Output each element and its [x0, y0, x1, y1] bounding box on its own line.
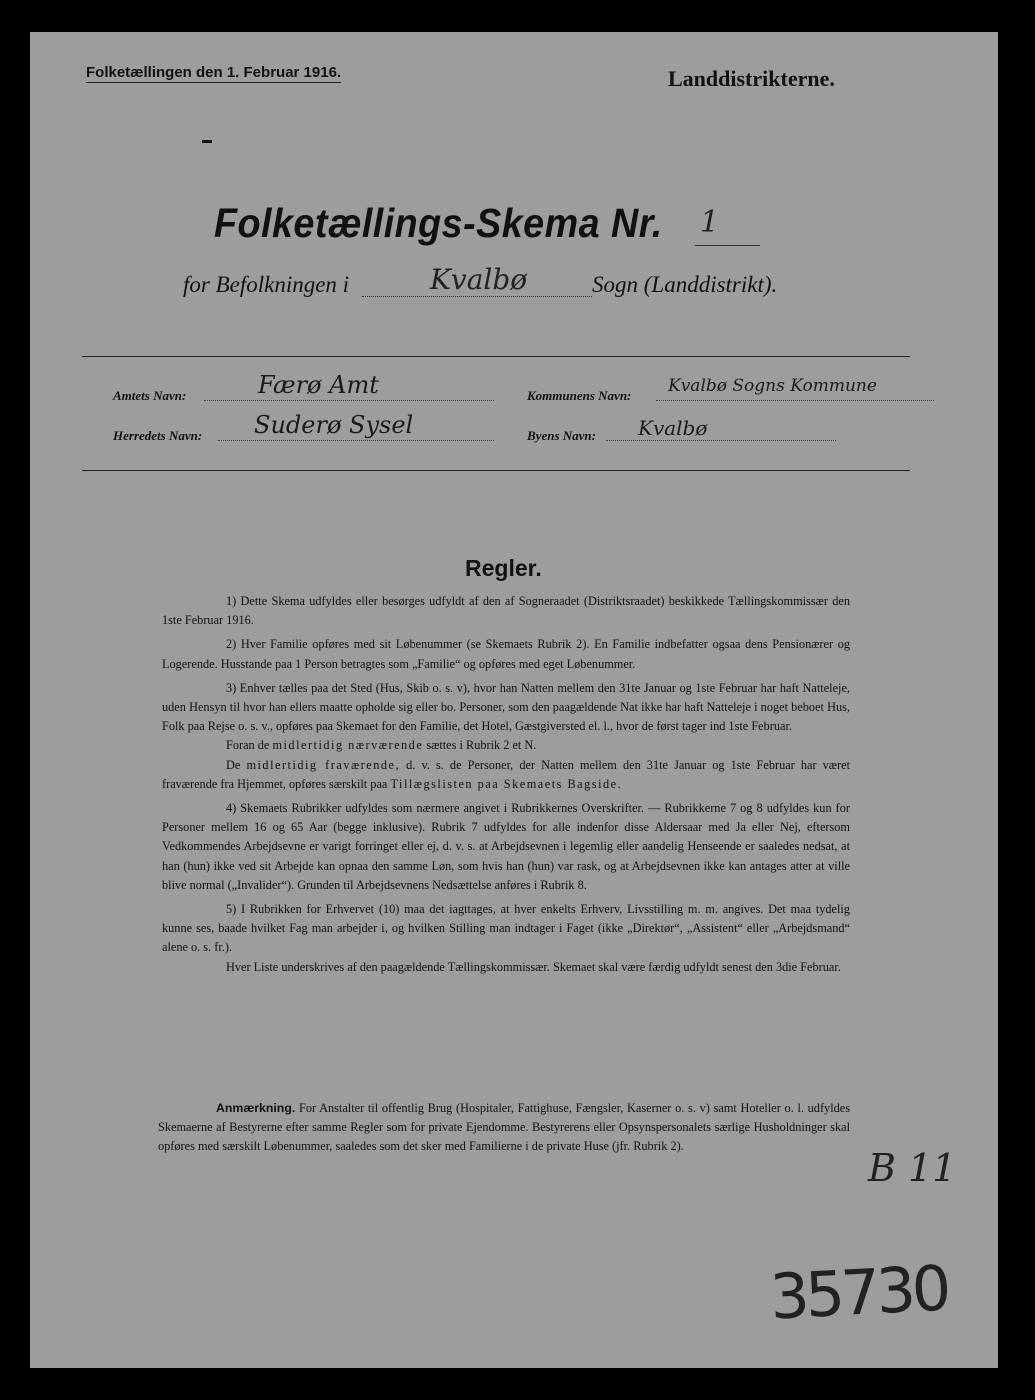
rule-4: 4) Skemaets Rubrikker udfyldes som nærmere angivet i Rubrikkernes Overskrifter. — Rubrikkerne 7 og 8 udfyldes kun for Personer mellem 16 og 65 Aar (begge inklusive). Rubrik 7 udfyldes for alle indenfor disse Aldersaar med Ja eller Nej, eftersom Vedkommendes Arbejdsevne er varigt forringet eller ej, d. v. s. at Arbejdsevnen i legemlig eller aandelig Henseende er saaledes nedsat, at han (hun) ikke ved sit Arbejde kan opnaa den samme Løn, som hvis han (hun) var rask, og at Arbejdsevnen ikke kan antages atter at ville blive normal („Invalider“). Grunden til Arbejdsevnens Nedsættelse anføres i Rubrik 8. [162, 801, 850, 892]
form-title: Folketællings-Skema Nr. [214, 200, 663, 246]
by-dots [606, 440, 836, 441]
census-date-header: Folketællingen den 1. Februar 1916. [86, 64, 342, 81]
by-value: Kvalbø [638, 416, 708, 440]
archive-number: 35730 [768, 1251, 950, 1334]
mark-dash [202, 140, 212, 143]
herred-dots [218, 440, 494, 441]
rule-3: 3) Enhver tælles paa det Sted (Hus, Skib o. s. v), hvor han Natten mellem den 31te Januar og 1ste Februar har haft Natteleje, uden Hensyn til hvor han ellers maatte opholde sig eller bo. Personer, som den paagældende Nat ikke har haft Natteleje i noget beboet Hus, Folk paa Rejse o. s. v., opføres paa Skemaet for den Familie, det Hotel, Gæstgiversted el. l., hvor de først tager ind 1ste Februar. [162, 680, 850, 734]
amt-value: Færø Amt [258, 371, 379, 399]
top-divider [82, 356, 910, 357]
herred-label: Herredets Navn: [113, 428, 203, 443]
form-number: 1 [700, 205, 720, 240]
rule-2: 2) Hver Familie opføres med sit Løbenummer (se Skemaets Rubrik 2). En Familie indbefatter ogsaa dens Pensionærer og Logerende. Husstande paa 1 Person betragtes som „Familie“ og opføres med eget Løbenummer. [162, 637, 850, 671]
amt-label: Amtets Navn: [113, 388, 187, 403]
rule-5: 5) I Rubrikken for Erhvervet (10) maa det iagttages, at hver enkelts Erhverv, Livsstilling m. m. angives. Det maa tydelig kunne ses, baade hvilket Fag man arbejder i, og hvilken Stilling man indtager i Faget (ikke „Direktør“, „Assistent“ eller „Arbejdsmand“ alene o. s. fr.). [162, 902, 850, 955]
rule-3-absent: De midlertidig fraværende, d. v. s. de Personer, der Natten mellem den 31te Januar og 1ste Februar har været fraværende fra Hjemmet, opføres særskilt paa Tillægslisten paa Skemaets Bagside. [162, 757, 850, 791]
remark-section [158, 1099, 850, 1156]
for-line-suffix: Sogn (Landdistrikt). [592, 272, 778, 297]
amt-dots [204, 400, 494, 401]
rule-3-present: Foran de midlertidig nærværende sættes i Rubrik 2 et N. [226, 738, 537, 753]
bottom-divider [82, 470, 910, 471]
kommune-value: Kvalbø Sogns Kommune [668, 376, 877, 396]
rule-6: Hver Liste underskrives af den paagældende Tællingskommissær. Skemaet skal være færdig udfyldt senest den 3die Februar. [226, 959, 841, 974]
district-type-header: Landdistrikterne. [668, 66, 835, 91]
remark-label: Anmærkning. [216, 1101, 296, 1115]
remark-text: For Anstalter til offentlig Brug (Hospitaler, Fattighuse, Fængsler, Kaserner o. s. v) samt Hoteller o. l. udfyldes Skemaerne af Bestyrerne efter samme Regler som for private Ejendomme. Bestyrerens eller Opsynspersonalets særlige Husholdninger skal opføres med særskilt Løbenummer, saaledes som det sker med Familierne i de private Huse (jfr. Rubrik 2). [158, 1101, 850, 1153]
kommune-label: Kommunens Navn: [527, 388, 632, 403]
form-number-underline [695, 245, 760, 246]
archive-mark: B 11 [868, 1146, 957, 1190]
rules-heading: Regler. [465, 555, 542, 581]
for-line-dots [362, 296, 592, 297]
rule-1: 1) Dette Skema udfyldes eller besørges udfyldt af den af Sogneraadet (Distriktsraadet) beskikkede Tællingskommissær den 1ste Februar 1916. [162, 594, 850, 628]
rules-text [162, 592, 850, 982]
kommune-dots [656, 400, 934, 401]
for-line-prefix: for Befolkningen i [183, 272, 350, 297]
herred-value: Suderø Sysel [254, 411, 414, 439]
by-label: Byens Navn: [527, 428, 596, 443]
parish-handwritten: Kvalbø [430, 263, 528, 296]
